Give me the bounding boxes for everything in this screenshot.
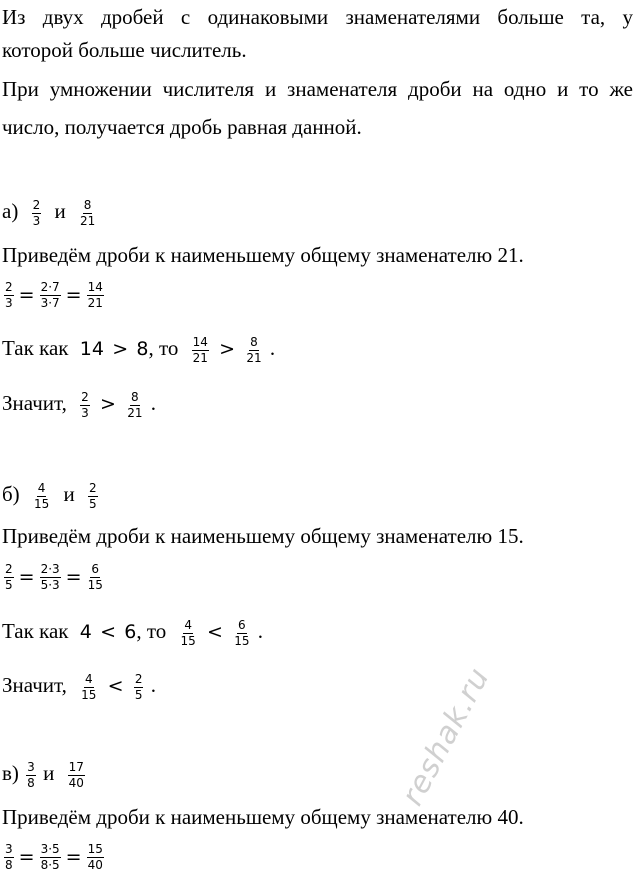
section-b-equation: $\frac{2}{5}$ = $\frac{2\cdot 3}{5\cdot 3}$ = $\frac{6}{15}$ xyxy=(5,561,103,592)
fraction: $\frac{8}{21}$ xyxy=(246,334,262,365)
intro-line-4: число, получается дробь равная данной. xyxy=(2,115,362,139)
fraction: $\frac{6}{15}$ xyxy=(234,617,250,648)
section-a-equation: $\frac{2}{3}$ = $\frac{2\cdot 7}{3\cdot 7}$ = $\frac{14}{21}$ xyxy=(5,279,103,310)
section-b-comparison: Так как 4 < 6, то $\frac{4}{15}$ < $\frac{6}{15}$ . xyxy=(2,617,263,648)
fraction: $\frac{6}{15}$ xyxy=(87,561,103,592)
watermark: reshak.ru xyxy=(395,661,497,812)
section-a-comparison: Так как 14 > 8, то $\frac{14}{21}$ > $\frac{8}{21}$ . xyxy=(2,334,276,365)
section-b-label: б) xyxy=(2,482,20,506)
fraction: $\frac{2}{3}$ xyxy=(32,197,41,228)
intro-line-3: При умножении числителя и знаменателя дроби на одно и то же xyxy=(2,77,633,101)
section-a-conclusion: Значит, $\frac{2}{3}$ > $\frac{8}{21}$ . xyxy=(2,389,156,420)
and-word: и xyxy=(43,761,55,785)
fraction: $\frac{2}{5}$ xyxy=(88,480,97,511)
section-a-lcd-line: Приведём дроби к наименьшему общему знаменателю 21. xyxy=(2,243,524,267)
fraction: $\frac{2}{3}$ xyxy=(81,389,89,420)
section-c-lcd-line: Приведём дроби к наименьшему общему знаменателю 40. xyxy=(2,805,524,829)
fraction: $\frac{3}{8}$ xyxy=(5,841,13,872)
section-a-label: а) xyxy=(2,199,19,223)
and-word: и xyxy=(63,482,75,506)
intro-line-1: Из двух дробей с одинаковыми знаменателями больше та, у xyxy=(2,5,633,29)
fraction: $\frac{3}{8}$ xyxy=(27,759,35,790)
fraction: $\frac{8}{21}$ xyxy=(79,197,96,228)
fraction: $\frac{2}{3}$ xyxy=(5,279,13,310)
section-b-lcd-line: Приведём дроби к наименьшему общему знаменателю 15. xyxy=(2,524,524,548)
fraction: $\frac{4}{15}$ xyxy=(33,480,50,511)
section-b-header xyxy=(2,481,100,511)
intro-line-2: которой больше числитель. xyxy=(2,38,247,62)
fraction: $\frac{2}{5}$ xyxy=(134,671,143,702)
and-word: и xyxy=(54,199,66,223)
fraction: $\frac{2\cdot 3}{5\cdot 3}$ xyxy=(40,561,60,592)
section-b-conclusion: Значит, $\frac{4}{15}$ < $\frac{2}{5}$ . xyxy=(2,671,156,702)
section-c-equation: $\frac{3}{8}$ = $\frac{3\cdot 5}{8\cdot 5}$ = $\frac{15}{40}$ xyxy=(5,841,103,872)
fraction: $\frac{4}{15}$ xyxy=(180,617,196,648)
fraction: $\frac{3\cdot 5}{8\cdot 5}$ xyxy=(40,841,60,872)
fraction: $\frac{2}{5}$ xyxy=(5,561,13,592)
section-c-label: в) xyxy=(2,761,19,785)
section-a-header xyxy=(2,198,98,228)
fraction: $\frac{17}{40}$ xyxy=(68,759,84,790)
fraction: $\frac{15}{40}$ xyxy=(87,841,103,872)
fraction: $\frac{2\cdot 7}{3\cdot 7}$ xyxy=(40,279,60,310)
fraction: $\frac{8}{21}$ xyxy=(127,389,143,420)
fraction: $\frac{4}{15}$ xyxy=(81,671,97,702)
section-c-header xyxy=(2,760,87,790)
fraction: $\frac{14}{21}$ xyxy=(192,334,208,365)
fraction: $\frac{14}{21}$ xyxy=(87,279,103,310)
